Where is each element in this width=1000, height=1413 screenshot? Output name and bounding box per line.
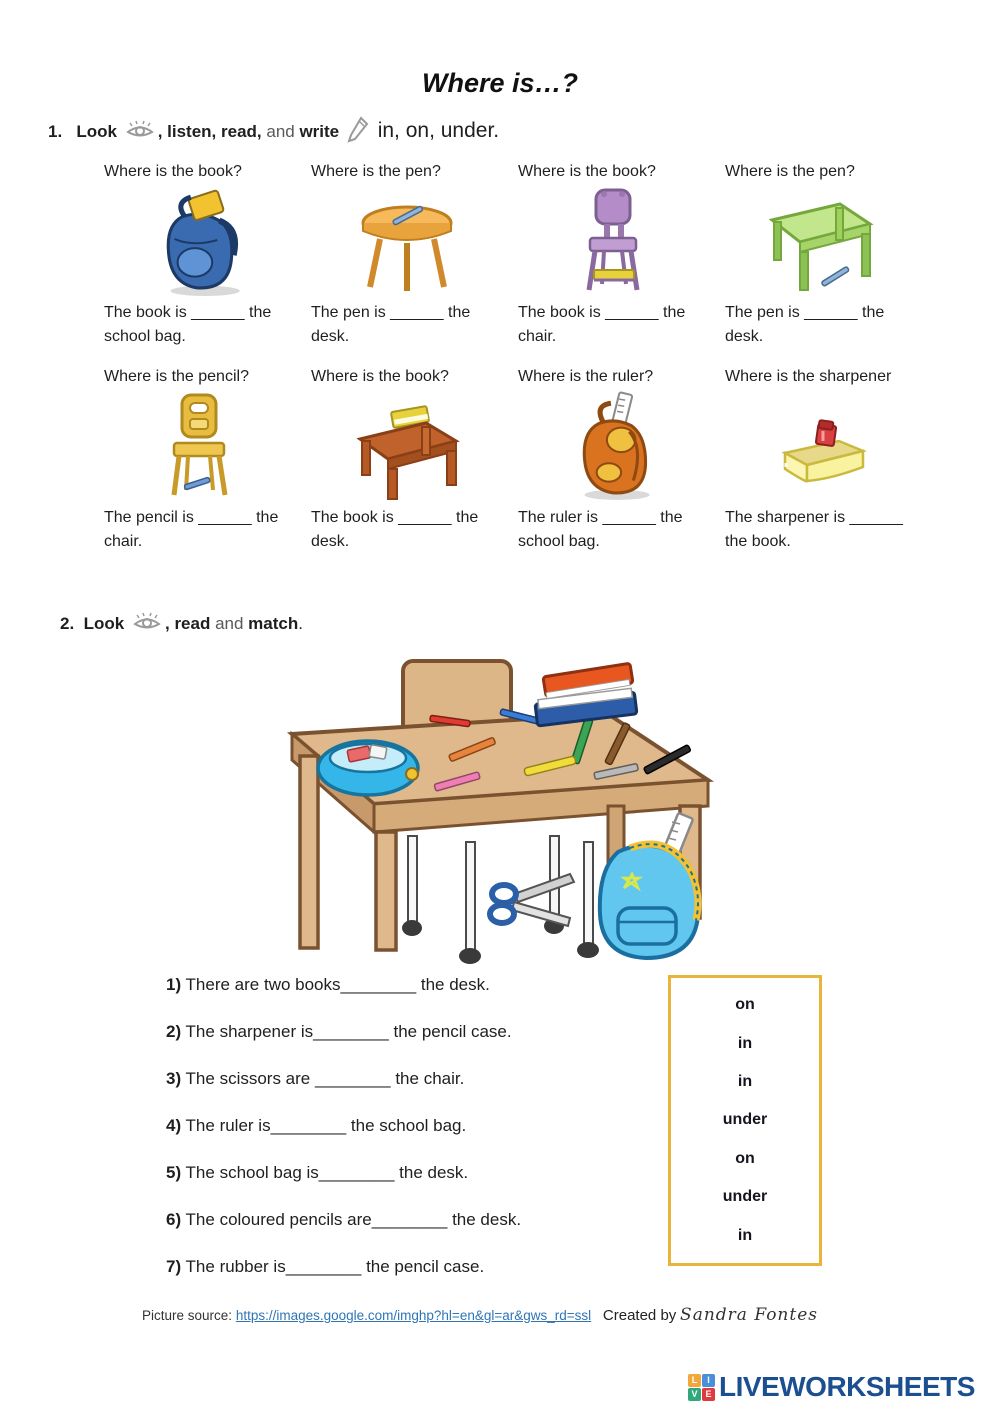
instruction-write-word: write <box>299 121 340 141</box>
pen-under-desk-image <box>725 183 916 301</box>
question-text: Where is the ruler? <box>518 368 654 385</box>
sentence-text: The ruler is________ the school bag. <box>185 1116 467 1135</box>
instruction-and: and <box>261 121 300 141</box>
answer-sentence: The ruler is ______ the school bag. <box>518 509 683 550</box>
sentence-1 <box>166 975 661 995</box>
word-bank-item[interactable]: on <box>735 996 755 1014</box>
sharpener-on-book-image <box>725 388 916 506</box>
answer-sentence: The pencil is ______ the chair. <box>104 509 279 550</box>
author-name: Sandra Fontes <box>680 1305 818 1325</box>
liveworksheets-logo <box>688 1371 975 1403</box>
desk-scene-image <box>278 656 720 964</box>
book-under-chair-image <box>518 183 709 301</box>
instruction-comma: , <box>164 613 175 633</box>
exercise2-instruction <box>60 612 303 637</box>
sentence-text: There are two books________ the desk. <box>185 975 490 994</box>
exercise1-item-4 <box>717 163 924 349</box>
picture-source-link[interactable]: https://images.google.com/imghp?hl=en&gl=ar&gws_rd=ssl <box>235 1308 592 1323</box>
instruction-prepositions: in, on, under. <box>371 118 500 142</box>
sentence-text: The sharpener is________ the pencil case. <box>185 1022 512 1041</box>
pen-on-table-image <box>311 183 502 301</box>
instruction-look-word: Look <box>83 613 125 633</box>
exercise1-item-6 <box>303 368 510 554</box>
instruction-period: . <box>298 613 303 633</box>
liveworksheets-logo-text: LIVEWORKSHEETS <box>719 1371 975 1402</box>
sentence-number: 1) <box>166 975 182 994</box>
sentence-number: 3) <box>166 1069 182 1088</box>
answer-sentence: The pen is ______ the desk. <box>725 304 885 345</box>
exercise1-instruction <box>48 116 499 149</box>
sentence-text: The coloured pencils are________ the desk. <box>185 1210 522 1229</box>
exercise1-row-1 <box>96 163 924 349</box>
word-bank-item[interactable]: in <box>737 1226 753 1244</box>
answer-sentence: The pen is ______ the desk. <box>311 304 471 345</box>
word-bank-item[interactable]: under <box>722 1188 768 1206</box>
sentence-4 <box>166 1116 661 1136</box>
eye-icon <box>125 120 155 145</box>
exercise1-row-2 <box>96 368 924 554</box>
sentence-7 <box>166 1257 661 1277</box>
sentence-number: 2) <box>166 1022 182 1041</box>
logo-tile-e: E <box>702 1388 715 1401</box>
answer-sentence: The sharpener is ______ the book. <box>725 509 903 550</box>
exercise2-sentences <box>166 975 661 1304</box>
sentence-2 <box>166 1022 661 1042</box>
question-text: Where is the book? <box>311 368 449 385</box>
instruction-read-word: read <box>174 613 211 633</box>
word-bank-item[interactable]: on <box>735 1149 755 1167</box>
sentence-3 <box>166 1069 661 1089</box>
logo-tile-i: I <box>702 1374 715 1387</box>
exercise1-item-5 <box>96 368 303 554</box>
answer-sentence: The book is ______ the desk. <box>311 509 479 550</box>
word-bank-item[interactable]: under <box>722 1111 768 1129</box>
exercise2-number: 2. <box>60 613 75 633</box>
question-text: Where is the sharpener <box>725 368 892 385</box>
sentence-5 <box>166 1163 661 1183</box>
instruction-match-word: match <box>248 613 299 633</box>
question-text: Where is the book? <box>518 163 656 180</box>
liveworksheets-logo-icon <box>688 1374 715 1401</box>
picture-source-label: Picture source: <box>142 1308 233 1323</box>
sentence-number: 4) <box>166 1116 182 1135</box>
eye-icon <box>132 612 162 637</box>
question-text: Where is the pen? <box>725 163 855 180</box>
question-text: Where is the book? <box>104 163 242 180</box>
answer-sentence: The book is ______ the chair. <box>518 304 686 345</box>
question-text: Where is the pen? <box>311 163 441 180</box>
page-title: Where is…? <box>421 68 579 98</box>
exercise1-item-2 <box>303 163 510 349</box>
word-bank-box <box>668 975 822 1266</box>
pencil-under-chair-image <box>104 388 295 506</box>
instruction-look-word: Look <box>76 121 117 141</box>
book-on-desk-image <box>311 388 502 506</box>
sentence-number: 6) <box>166 1210 182 1229</box>
instruction-and: and <box>210 613 249 633</box>
word-bank-item[interactable]: in <box>737 1073 753 1091</box>
sentence-text: The rubber is________ the pencil case. <box>185 1257 485 1276</box>
sentence-6 <box>166 1210 661 1230</box>
exercise1-item-3 <box>510 163 717 349</box>
exercise1-item-7 <box>510 368 717 554</box>
question-text: Where is the pencil? <box>104 368 249 385</box>
book-in-school-bag-image <box>104 183 295 301</box>
logo-tile-v: V <box>688 1388 701 1401</box>
footer <box>142 1305 818 1325</box>
logo-tile-l: L <box>688 1374 701 1387</box>
exercise1-number: 1. <box>48 121 63 141</box>
word-bank-item[interactable]: in <box>737 1034 753 1052</box>
instruction-mid: , listen, read, <box>157 121 262 141</box>
sentence-text: The scissors are ________ the chair. <box>185 1069 465 1088</box>
created-by-label: Created by <box>602 1307 677 1324</box>
exercise1-item-8 <box>717 368 924 554</box>
sentence-text: The school bag is________ the desk. <box>185 1163 469 1182</box>
sentence-number: 5) <box>166 1163 182 1182</box>
pencil-icon <box>347 116 369 149</box>
exercise1-item-1 <box>96 163 303 349</box>
ruler-in-school-bag-image <box>518 388 709 506</box>
sentence-number: 7) <box>166 1257 182 1276</box>
answer-sentence: The book is ______ the school bag. <box>104 304 272 345</box>
